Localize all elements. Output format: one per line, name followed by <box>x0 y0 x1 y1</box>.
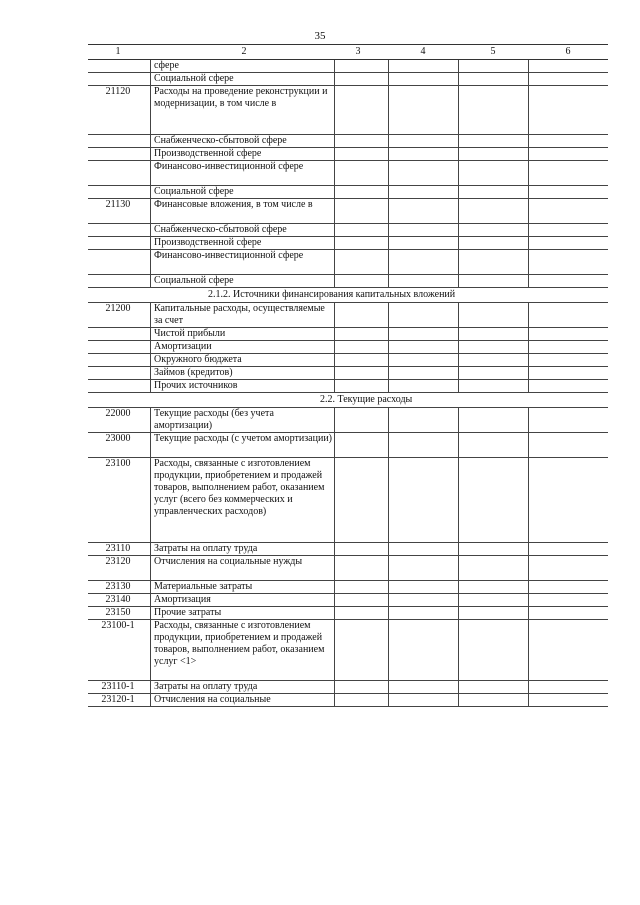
column-divider <box>458 199 459 223</box>
column-divider <box>458 367 459 379</box>
row-name: Амортизации <box>154 341 212 352</box>
column-divider <box>388 237 389 249</box>
row-code: 23110-1 <box>101 681 135 692</box>
row-code: 23110 <box>105 543 131 554</box>
column-divider <box>458 458 459 542</box>
row-name: Финансово-инвестиционной сфере <box>154 161 304 172</box>
column-divider <box>528 694 529 706</box>
column-divider <box>458 237 459 249</box>
column-divider <box>528 607 529 619</box>
column-divider <box>458 148 459 160</box>
column-divider <box>150 594 151 606</box>
column-divider <box>388 380 389 392</box>
column-divider <box>334 458 335 542</box>
table-row <box>88 354 608 367</box>
column-divider <box>150 73 151 85</box>
column-divider <box>334 620 335 680</box>
row-code: 21130 <box>105 199 131 210</box>
column-divider <box>458 73 459 85</box>
column-divider <box>388 186 389 198</box>
header-col-1: 1 <box>115 46 121 57</box>
row-name: Капитальные расходы, осуществляемые за счет <box>154 303 325 326</box>
column-divider <box>458 135 459 147</box>
row-code: 23100-1 <box>101 620 135 631</box>
section-header-current <box>88 393 608 408</box>
section-title: 2.2. Текущие расходы <box>320 394 413 405</box>
column-divider <box>528 135 529 147</box>
column-divider <box>528 275 529 287</box>
column-divider <box>458 354 459 366</box>
table-row <box>88 86 608 135</box>
column-divider <box>458 161 459 185</box>
row-code: 23150 <box>105 607 131 618</box>
row-name: сфере <box>154 60 179 71</box>
table-row <box>88 161 608 186</box>
column-divider <box>528 328 529 340</box>
column-divider <box>388 275 389 287</box>
row-name: Социальной сфере <box>154 73 234 84</box>
table-row <box>88 433 608 458</box>
row-name: Прочих источников <box>154 380 238 391</box>
page-number: 35 <box>314 30 326 42</box>
column-divider <box>150 408 151 432</box>
column-divider <box>388 581 389 593</box>
table-row <box>88 543 608 556</box>
table-row <box>88 303 608 328</box>
column-divider <box>334 161 335 185</box>
column-divider <box>528 161 529 185</box>
row-code: 21120 <box>105 86 131 97</box>
column-divider <box>458 224 459 236</box>
column-divider <box>334 275 335 287</box>
section-title: 2.1.2. Источники финансирования капитальных вложений <box>208 289 456 300</box>
row-name: Отчисления на социальные нужды <box>154 556 303 567</box>
row-name: Снабженческо-сбытовой сфере <box>154 135 287 146</box>
row-name: Займов (кредитов) <box>154 367 233 378</box>
column-divider <box>528 237 529 249</box>
column-divider <box>458 250 459 274</box>
column-divider <box>150 303 151 327</box>
column-divider <box>528 199 529 223</box>
header-col-5: 5 <box>490 46 496 57</box>
row-code: 22000 <box>105 408 131 419</box>
table-body-investments <box>88 60 608 288</box>
row-name: Финансово-инвестиционной сфере <box>154 250 304 261</box>
column-divider <box>334 250 335 274</box>
row-code: 23120-1 <box>101 694 135 705</box>
column-divider <box>458 275 459 287</box>
row-name: Расходы на проведение реконструкции и модернизации, в том числе в <box>154 86 328 109</box>
column-divider <box>528 543 529 555</box>
column-divider <box>388 161 389 185</box>
column-divider <box>150 328 151 340</box>
column-divider <box>388 135 389 147</box>
column-divider <box>334 581 335 593</box>
header-col-2: 2 <box>241 46 247 57</box>
table-row <box>88 408 608 433</box>
column-divider <box>334 341 335 353</box>
column-divider <box>388 224 389 236</box>
column-divider <box>388 556 389 580</box>
column-divider <box>528 556 529 580</box>
column-divider <box>458 86 459 134</box>
row-name: Амортизация <box>154 594 211 605</box>
column-divider <box>458 581 459 593</box>
column-divider <box>528 367 529 379</box>
table-row <box>88 607 608 620</box>
column-divider <box>334 237 335 249</box>
column-divider <box>150 237 151 249</box>
column-divider <box>150 135 151 147</box>
table-row <box>88 148 608 161</box>
table-row <box>88 199 608 224</box>
column-divider <box>528 73 529 85</box>
column-divider <box>458 186 459 198</box>
column-divider <box>458 380 459 392</box>
row-code: 23100 <box>105 458 131 469</box>
column-divider <box>388 458 389 542</box>
table-row <box>88 224 608 237</box>
column-divider <box>150 694 151 706</box>
table-row <box>88 250 608 275</box>
table-row <box>88 380 608 393</box>
column-divider <box>388 543 389 555</box>
column-divider <box>458 594 459 606</box>
row-name: Текущие расходы (без учета амортизации) <box>154 408 274 431</box>
column-divider <box>334 607 335 619</box>
row-name: Прочие затраты <box>154 607 222 618</box>
column-divider <box>150 354 151 366</box>
table-row <box>88 341 608 354</box>
column-divider <box>528 380 529 392</box>
table-body-current <box>88 408 608 707</box>
column-divider <box>150 681 151 693</box>
column-divider <box>388 367 389 379</box>
column-divider <box>458 607 459 619</box>
column-divider <box>388 73 389 85</box>
table-body-sources <box>88 303 608 393</box>
column-divider <box>388 86 389 134</box>
column-divider <box>150 581 151 593</box>
column-divider <box>334 543 335 555</box>
column-divider <box>334 594 335 606</box>
column-divider <box>458 543 459 555</box>
column-divider <box>150 186 151 198</box>
table-row <box>88 581 608 594</box>
row-name: Текущие расходы (с учетом амортизации) <box>154 433 332 444</box>
column-divider <box>334 354 335 366</box>
column-divider <box>150 60 151 72</box>
column-divider <box>150 250 151 274</box>
column-divider <box>388 607 389 619</box>
column-divider <box>388 594 389 606</box>
column-divider <box>528 86 529 134</box>
column-divider <box>150 607 151 619</box>
table-row <box>88 681 608 694</box>
column-divider <box>334 408 335 432</box>
column-divider <box>458 408 459 432</box>
row-code: 23000 <box>105 433 131 444</box>
column-divider <box>334 303 335 327</box>
column-divider <box>334 199 335 223</box>
column-divider <box>150 556 151 580</box>
column-divider <box>334 367 335 379</box>
column-divider <box>388 341 389 353</box>
column-divider <box>458 303 459 327</box>
row-name: Социальной сфере <box>154 186 234 197</box>
column-divider <box>150 148 151 160</box>
row-name: Отчисления на социальные <box>154 694 271 705</box>
column-divider <box>334 380 335 392</box>
column-divider <box>388 60 389 72</box>
column-divider <box>458 620 459 680</box>
column-divider <box>528 594 529 606</box>
column-divider <box>334 681 335 693</box>
table-row <box>88 367 608 380</box>
column-divider <box>388 199 389 223</box>
column-divider <box>388 620 389 680</box>
column-divider <box>150 86 151 134</box>
column-divider <box>458 556 459 580</box>
column-divider <box>334 556 335 580</box>
column-divider <box>150 199 151 223</box>
table-row <box>88 186 608 199</box>
column-divider <box>528 341 529 353</box>
table-row <box>88 60 608 73</box>
column-divider <box>458 433 459 457</box>
row-name: Чистой прибыли <box>154 328 226 339</box>
row-name: Окружного бюджета <box>154 354 242 365</box>
column-divider <box>334 73 335 85</box>
column-divider <box>150 275 151 287</box>
table-row <box>88 458 608 543</box>
row-name: Социальной сфере <box>154 275 234 286</box>
column-divider <box>388 694 389 706</box>
column-divider <box>388 328 389 340</box>
column-divider <box>334 186 335 198</box>
column-divider <box>528 250 529 274</box>
column-divider <box>150 367 151 379</box>
row-name: Финансовые вложения, в том числе в <box>154 199 313 210</box>
column-divider <box>150 543 151 555</box>
column-divider <box>388 354 389 366</box>
column-divider <box>458 60 459 72</box>
row-name: Снабженческо-сбытовой сфере <box>154 224 287 235</box>
column-divider <box>150 380 151 392</box>
table-row <box>88 73 608 86</box>
column-divider <box>388 408 389 432</box>
column-divider <box>150 458 151 542</box>
row-code: 23140 <box>105 594 131 605</box>
column-divider <box>458 341 459 353</box>
table-row <box>88 275 608 288</box>
column-divider <box>150 341 151 353</box>
row-name: Материальные затраты <box>154 581 253 592</box>
column-divider <box>458 328 459 340</box>
table-header <box>88 44 608 60</box>
row-name: Производственной сфере <box>154 237 262 248</box>
column-divider <box>458 694 459 706</box>
column-divider <box>334 433 335 457</box>
row-code: 21200 <box>105 303 131 314</box>
table-row <box>88 556 608 581</box>
row-name: Расходы, связанные с изготовлением продукции, приобретением и продажей товаров, выполнением работ, оказанием услуг <1> <box>154 620 325 667</box>
row-name: Затраты на оплату труда <box>154 681 258 692</box>
header-col-3: 3 <box>355 46 361 57</box>
row-code: 23120 <box>105 556 131 567</box>
table-row <box>88 328 608 341</box>
column-divider <box>334 224 335 236</box>
column-divider <box>528 408 529 432</box>
table-row <box>88 237 608 250</box>
header-col-6: 6 <box>565 46 571 57</box>
column-divider <box>528 581 529 593</box>
column-divider <box>334 60 335 72</box>
column-divider <box>334 135 335 147</box>
column-divider <box>528 224 529 236</box>
column-divider <box>528 354 529 366</box>
column-divider <box>334 694 335 706</box>
column-divider <box>528 620 529 680</box>
column-divider <box>528 681 529 693</box>
row-name: Расходы, связанные с изготовлением продукции, приобретением и продажей товаров, выполнением работ, оказанием услуг (всего без коммерческих и управленческих расходов) <box>154 458 325 517</box>
table-row <box>88 620 608 681</box>
column-divider <box>528 60 529 72</box>
column-divider <box>528 186 529 198</box>
table-row <box>88 694 608 707</box>
row-code: 23130 <box>105 581 131 592</box>
column-divider <box>388 681 389 693</box>
column-divider <box>458 681 459 693</box>
column-divider <box>334 328 335 340</box>
row-name: Затраты на оплату труда <box>154 543 258 554</box>
column-divider <box>388 303 389 327</box>
column-divider <box>388 148 389 160</box>
column-divider <box>388 433 389 457</box>
table-row <box>88 135 608 148</box>
column-divider <box>528 303 529 327</box>
column-divider <box>334 148 335 160</box>
column-divider <box>150 224 151 236</box>
column-divider <box>150 620 151 680</box>
table-row <box>88 594 608 607</box>
column-divider <box>150 161 151 185</box>
section-header-sources <box>88 288 608 303</box>
header-col-4: 4 <box>420 46 426 57</box>
column-divider <box>528 148 529 160</box>
column-divider <box>334 86 335 134</box>
column-divider <box>150 433 151 457</box>
column-divider <box>528 433 529 457</box>
report-table <box>88 44 608 707</box>
column-divider <box>528 458 529 542</box>
row-name: Производственной сфере <box>154 148 262 159</box>
column-divider <box>388 250 389 274</box>
